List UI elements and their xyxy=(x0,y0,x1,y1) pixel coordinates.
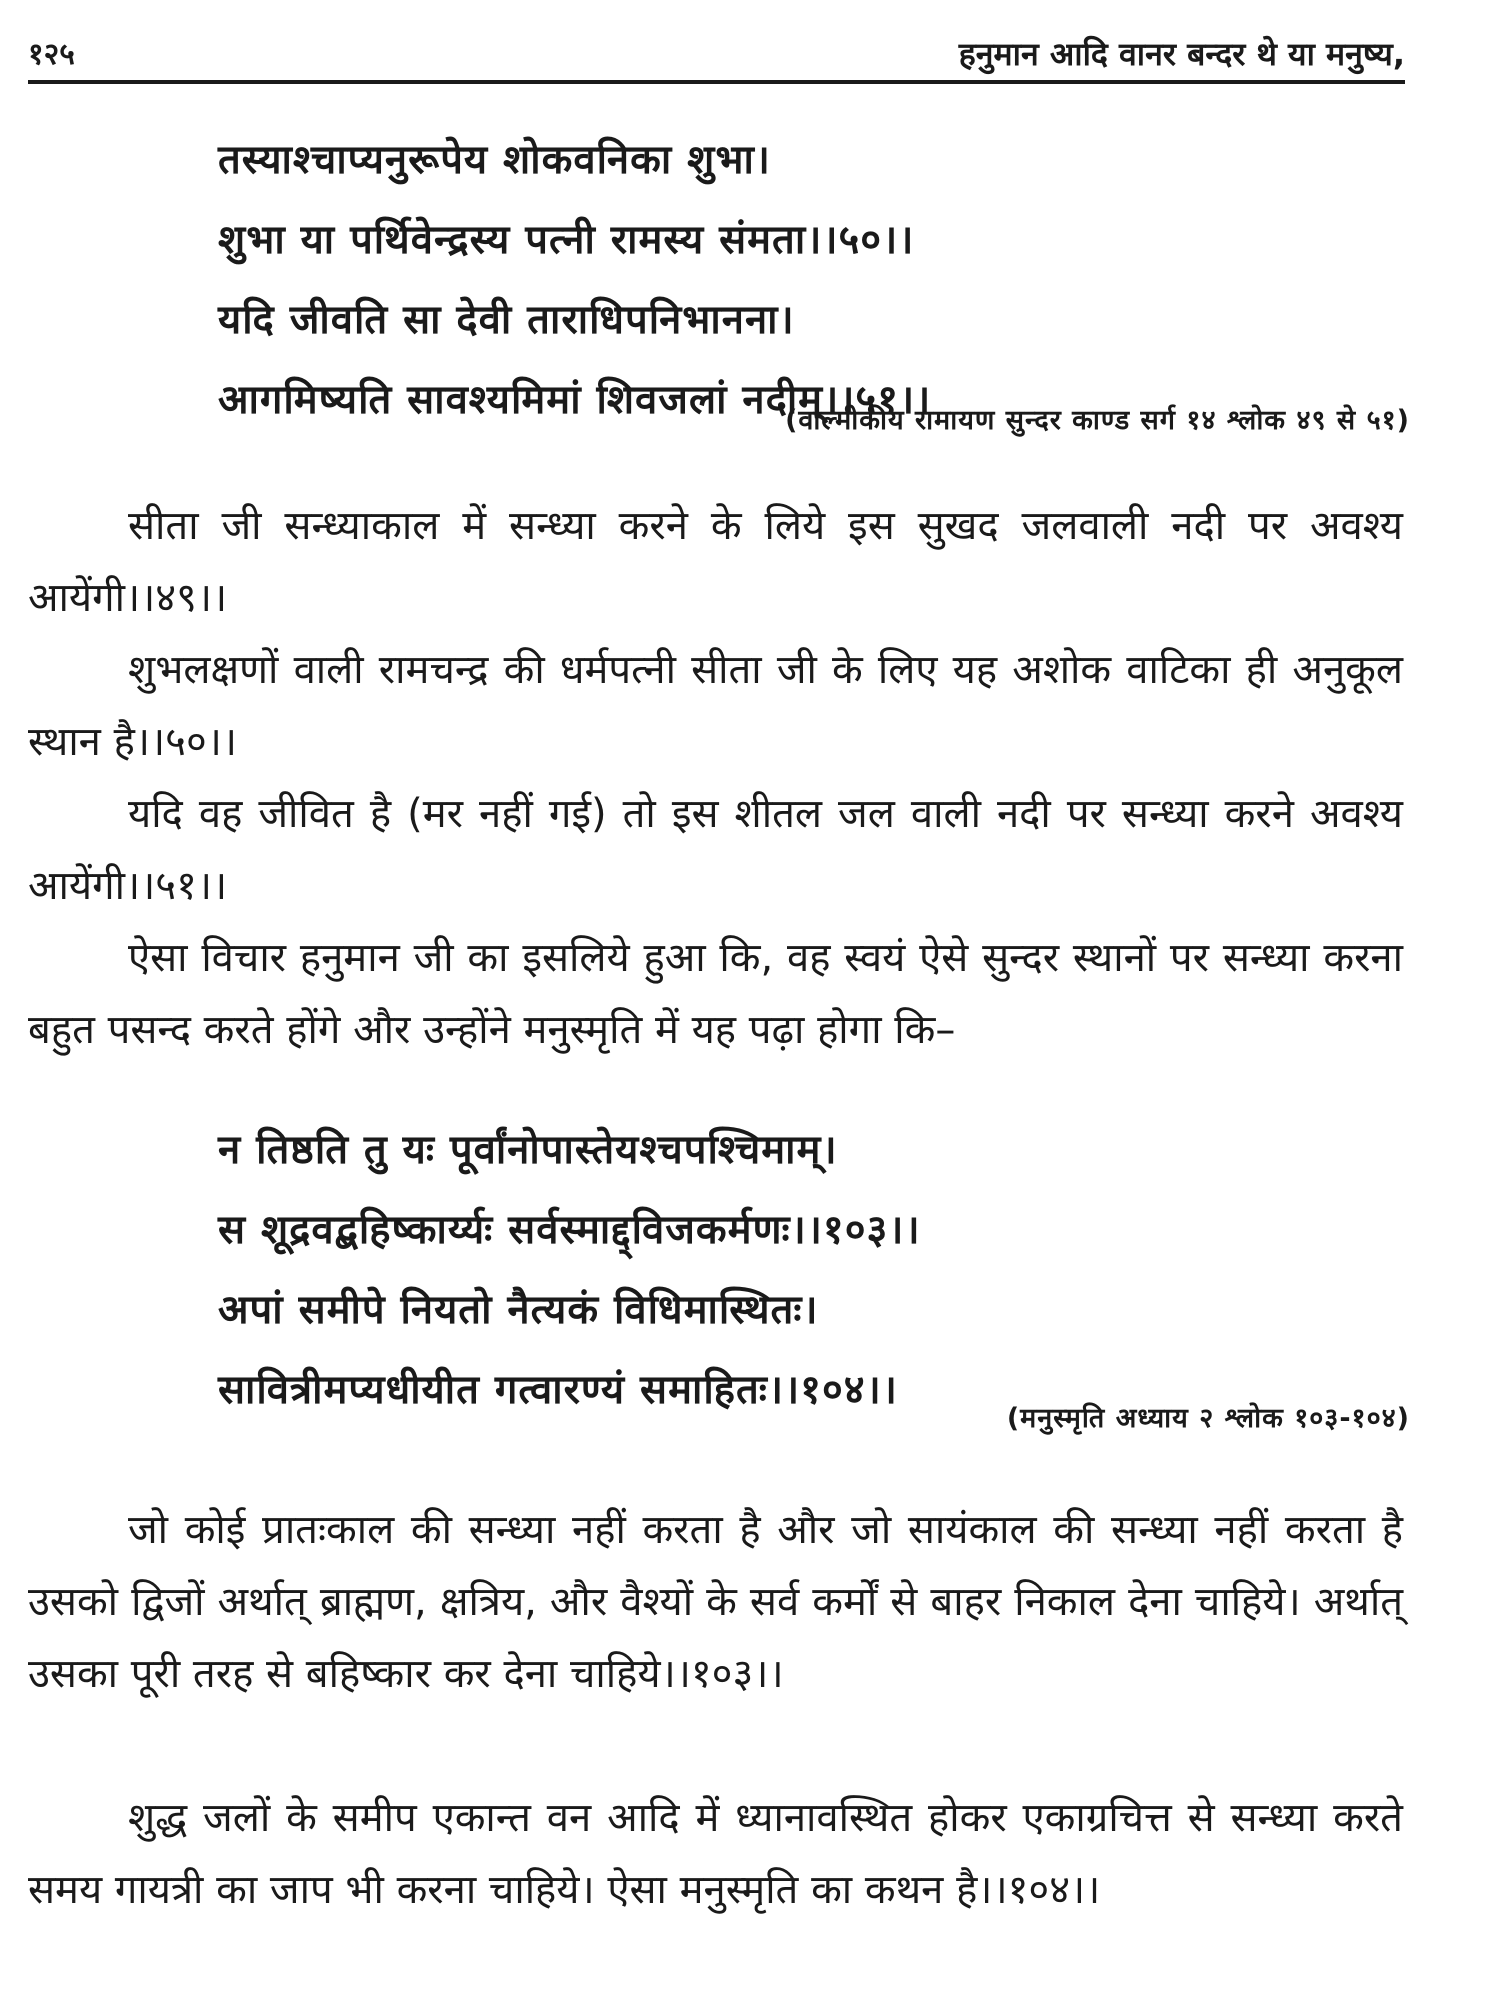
shloka-block xyxy=(218,1110,1268,1430)
shloka-line: न तिष्ठति तु यः पूर्वांनोपास्तेयश्चपश्चिमाम्। xyxy=(218,1127,838,1173)
shloka-line: अपां समीपे नियतो नैत्यकं विधिमास्थितः। xyxy=(218,1287,819,1333)
shloka-block xyxy=(218,120,1268,440)
shloka-line: शुभा या पर्थिवेन्द्रस्य पत्नी रामस्य संमता।।५०।। xyxy=(218,217,915,263)
shloka-citation: (वाल्मीकीय रामायण सुन्दर काण्ड सर्ग १४ श्लोक ४९ से ५१) xyxy=(785,405,1410,436)
paragraph: शुद्ध जलों के समीप एकान्त वन आदि में ध्यानावस्थित होकर एकाग्रचित्त से सन्ध्या करते समय गायत्री का जाप भी करना चाहिये। ऐसा मनुस्मृति का कथन है।।१०४।। xyxy=(28,1795,1403,1913)
shloka-line: यदि जीवति सा देवी ताराधिपनिभानना। xyxy=(218,297,795,343)
shloka-citation: (मनुस्मृति अध्याय २ श्लोक १०३-१०४) xyxy=(1006,1403,1410,1434)
running-head: हनुमान आदि वानर बन्दर थे या मनुष्य, xyxy=(958,35,1405,73)
paragraph: सीता जी सन्ध्याकाल में सन्ध्या करने के लिये इस सुखद जलवाली नदी पर अवश्य आयेंगी।।४९।। xyxy=(28,503,1403,621)
paragraph: जो कोई प्रातःकाल की सन्ध्या नहीं करता है और जो सायंकाल की सन्ध्या नहीं करता है उसको द्विजों अर्थात् ब्राह्मण, क्षत्रिय, और वैश्यों के सर्व कर्मों से बाहर निकाल देना चाहिये। अर्थात् उसका पूरी तरह से बहिष्कार कर देना चाहिये।।१०३।। xyxy=(28,1507,1403,1697)
page-number: १२५ xyxy=(28,37,75,72)
shloka-line: आगमिष्यति सावश्यमिमां शिवजलां नदीम्।।५१।। xyxy=(218,377,932,423)
paragraph: शुभलक्षणों वाली रामचन्द्र की धर्मपत्नी सीता जी के लिए यह अशोक वाटिका ही अनुकूल स्थान है।।५०।। xyxy=(28,647,1403,765)
shloka-line: सावित्रीमप्यधीयीत गत्वारण्यं समाहितः।।१०४।। xyxy=(218,1367,898,1413)
shloka-line: तस्याश्चाप्यनुरूपेय शोकवनिका शुभा। xyxy=(218,137,771,183)
paragraph: यदि वह जीवित है (मर नहीं गई) तो इस शीतल जल वाली नदी पर सन्ध्या करने अवश्य आयेंगी।।५१।। xyxy=(28,791,1403,909)
shloka-line: स शूद्रवद्बहिष्कार्य्यः सर्वस्माद्द्विजकर्मणः।।१०३।। xyxy=(218,1207,921,1253)
page-header xyxy=(28,32,1405,84)
paragraph: ऐसा विचार हनुमान जी का इसलिये हुआ कि, वह स्वयं ऐसे सुन्दर स्थानों पर सन्ध्या करना बहुत पसन्द करते होंगे और उन्होंने मनुस्मृति में यह पढ़ा होगा कि– xyxy=(28,935,1403,1053)
